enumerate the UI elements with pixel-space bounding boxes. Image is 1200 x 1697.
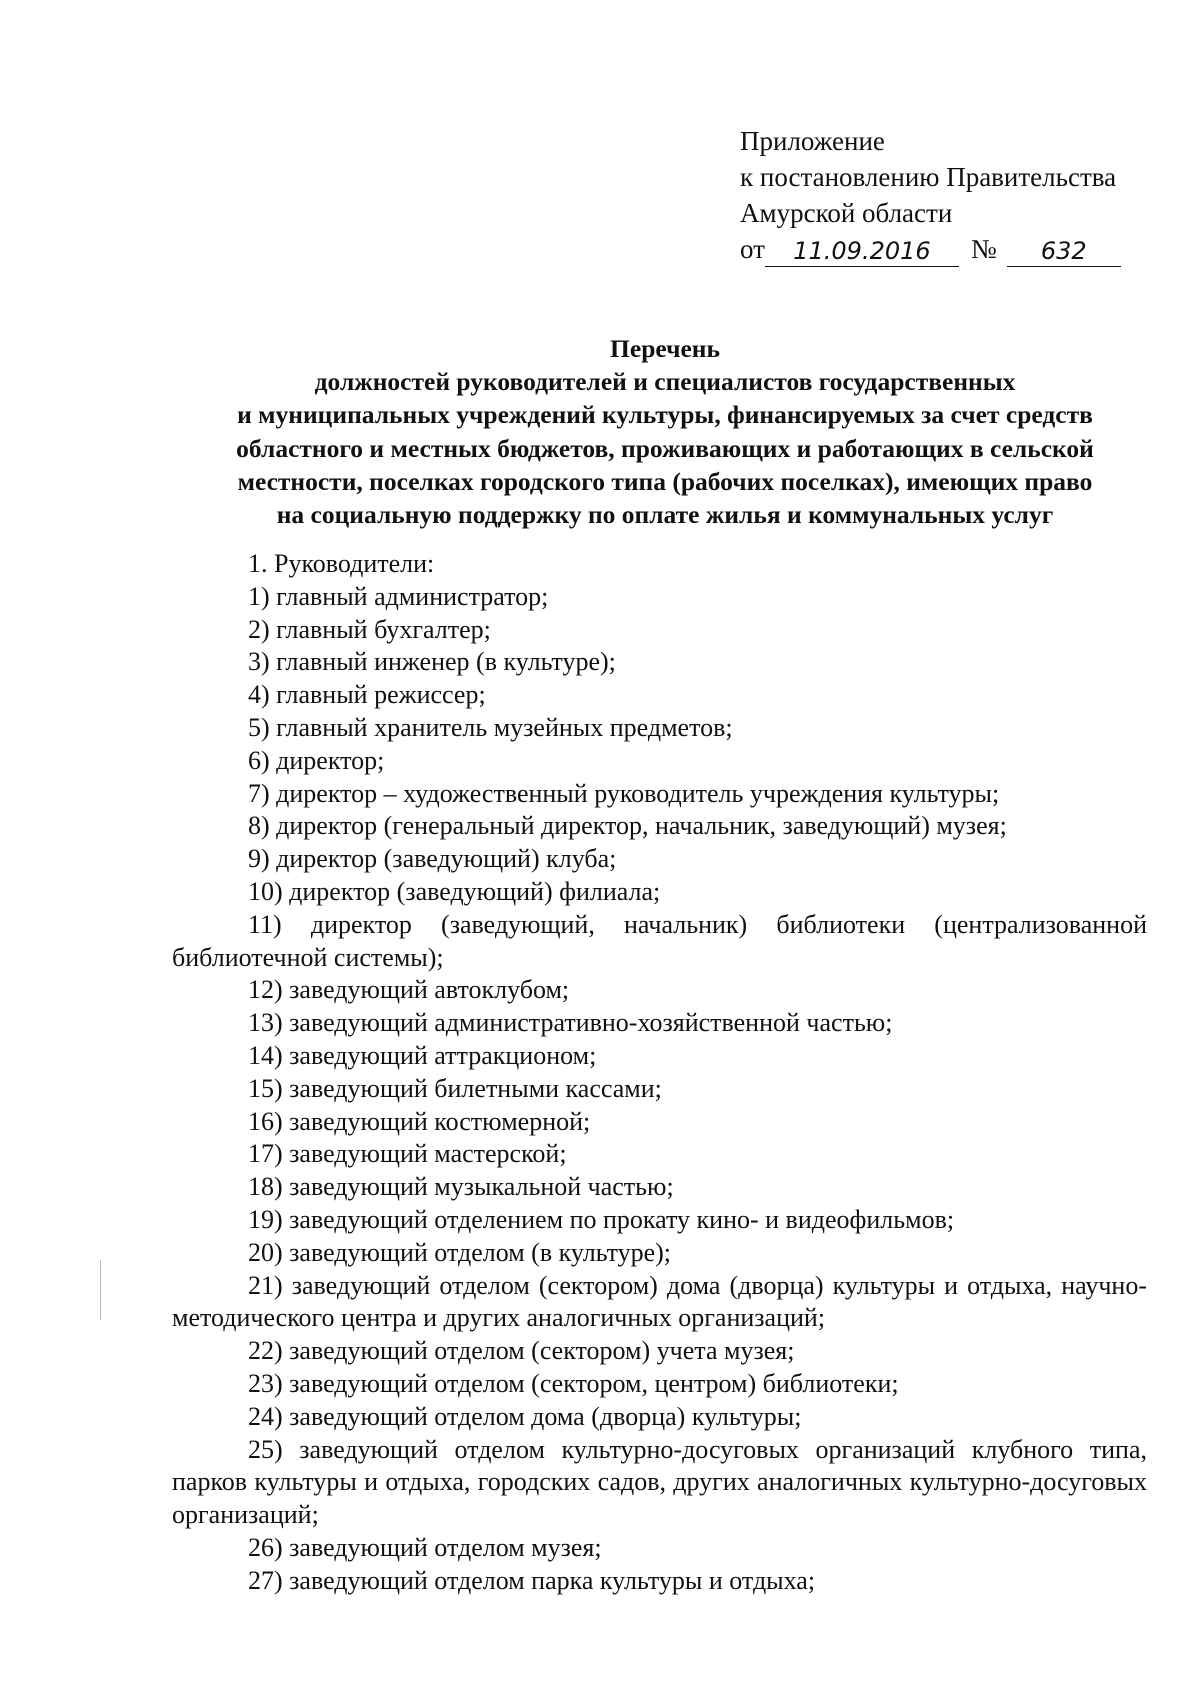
list-item: 11) директор (заведующий, начальник) библиотеки (централизованной библиотечной системы); bbox=[172, 909, 1147, 972]
list-item: 26) заведующий отделом музея; bbox=[248, 1532, 602, 1562]
title-line: должностей руководителей и специалистов государственных bbox=[314, 367, 1016, 397]
list-item: 21) заведующий отделом (сектором) дома (дворца) культуры и отдыха, научно-методического центра и других аналогичных организаций; bbox=[172, 1270, 1147, 1333]
list-item: 5) главный хранитель музейных предметов; bbox=[248, 712, 733, 742]
appendix-region: Амурской области bbox=[740, 198, 953, 228]
list-item: 14) заведующий аттракционом; bbox=[248, 1040, 597, 1070]
title-line: областного и местных бюджетов, проживающих и работающих в сельской bbox=[236, 433, 1094, 463]
list-item: 9) директор (заведующий) клуба; bbox=[248, 844, 617, 874]
list-item: 4) главный режиссер; bbox=[248, 680, 486, 710]
section-heading: 1. Руководители: bbox=[248, 549, 435, 578]
date-prefix: от bbox=[740, 234, 765, 264]
title-line: местности, поселках городского типа (рабочих поселках), имеющих право bbox=[237, 466, 1093, 496]
list-item: 7) директор – художественный руководитель учреждения культуры; bbox=[248, 778, 1000, 808]
list-item: 22) заведующий отделом (сектором) учета музея; bbox=[248, 1336, 795, 1366]
number-prefix: № bbox=[970, 234, 997, 264]
list-item: 13) заведующий административно-хозяйственной частью; bbox=[248, 1008, 893, 1038]
list-item: 8) директор (генеральный директор, начальник, заведующий) музея; bbox=[248, 811, 1007, 841]
title-line: на социальную поддержку по оплате жилья и коммунальных услуг bbox=[276, 500, 1054, 530]
list-item: 18) заведующий музыкальной частью; bbox=[248, 1172, 674, 1202]
title-line: и муниципальных учреждений культуры, финансируемых за счет средств bbox=[237, 400, 1093, 430]
list-item: 23) заведующий отделом (сектором, центром) библиотеки; bbox=[248, 1368, 899, 1398]
handwritten-date: 11.09.2016 bbox=[765, 236, 959, 267]
appendix-block bbox=[740, 123, 1121, 267]
list-item: 25) заведующий отделом культурно-досуговых организаций клубного типа, парков культуры и отдыха, городских садов, других аналогичных культурно-досуговых организаций; bbox=[172, 1434, 1147, 1530]
list-item: 16) заведующий костюмерной; bbox=[248, 1106, 591, 1136]
scan-margin-mark bbox=[100, 1260, 101, 1320]
appendix-resolution-ref: к постановлению Правительства bbox=[740, 162, 1117, 192]
list-item: 6) директор; bbox=[248, 745, 385, 775]
list-item: 15) заведующий билетными кассами; bbox=[248, 1073, 662, 1103]
title-heading: Перечень bbox=[610, 334, 720, 363]
positions-list bbox=[172, 548, 1147, 1598]
appendix-label: Приложение bbox=[740, 126, 885, 156]
list-item: 10) директор (заведующий) филиала; bbox=[248, 876, 661, 906]
list-item: 12) заведующий автоклубом; bbox=[248, 975, 570, 1005]
list-item: 24) заведующий отделом дома (дворца) культуры; bbox=[248, 1401, 802, 1431]
list-item: 2) главный бухгалтер; bbox=[248, 614, 491, 644]
list-item: 20) заведующий отделом (в культуре); bbox=[248, 1237, 672, 1267]
list-item: 1) главный администратор; bbox=[248, 581, 549, 611]
handwritten-number: 632 bbox=[1007, 236, 1121, 267]
list-item: 3) главный инженер (в культуре); bbox=[248, 647, 616, 677]
appendix-date-number-line bbox=[740, 231, 1121, 267]
list-item: 19) заведующий отделением по прокату кино- и видеофильмов; bbox=[248, 1204, 955, 1234]
list-item: 17) заведующий мастерской; bbox=[248, 1139, 567, 1169]
document-title bbox=[120, 332, 1200, 531]
list-item: 27) заведующий отделом парка культуры и отдыха; bbox=[248, 1565, 816, 1595]
